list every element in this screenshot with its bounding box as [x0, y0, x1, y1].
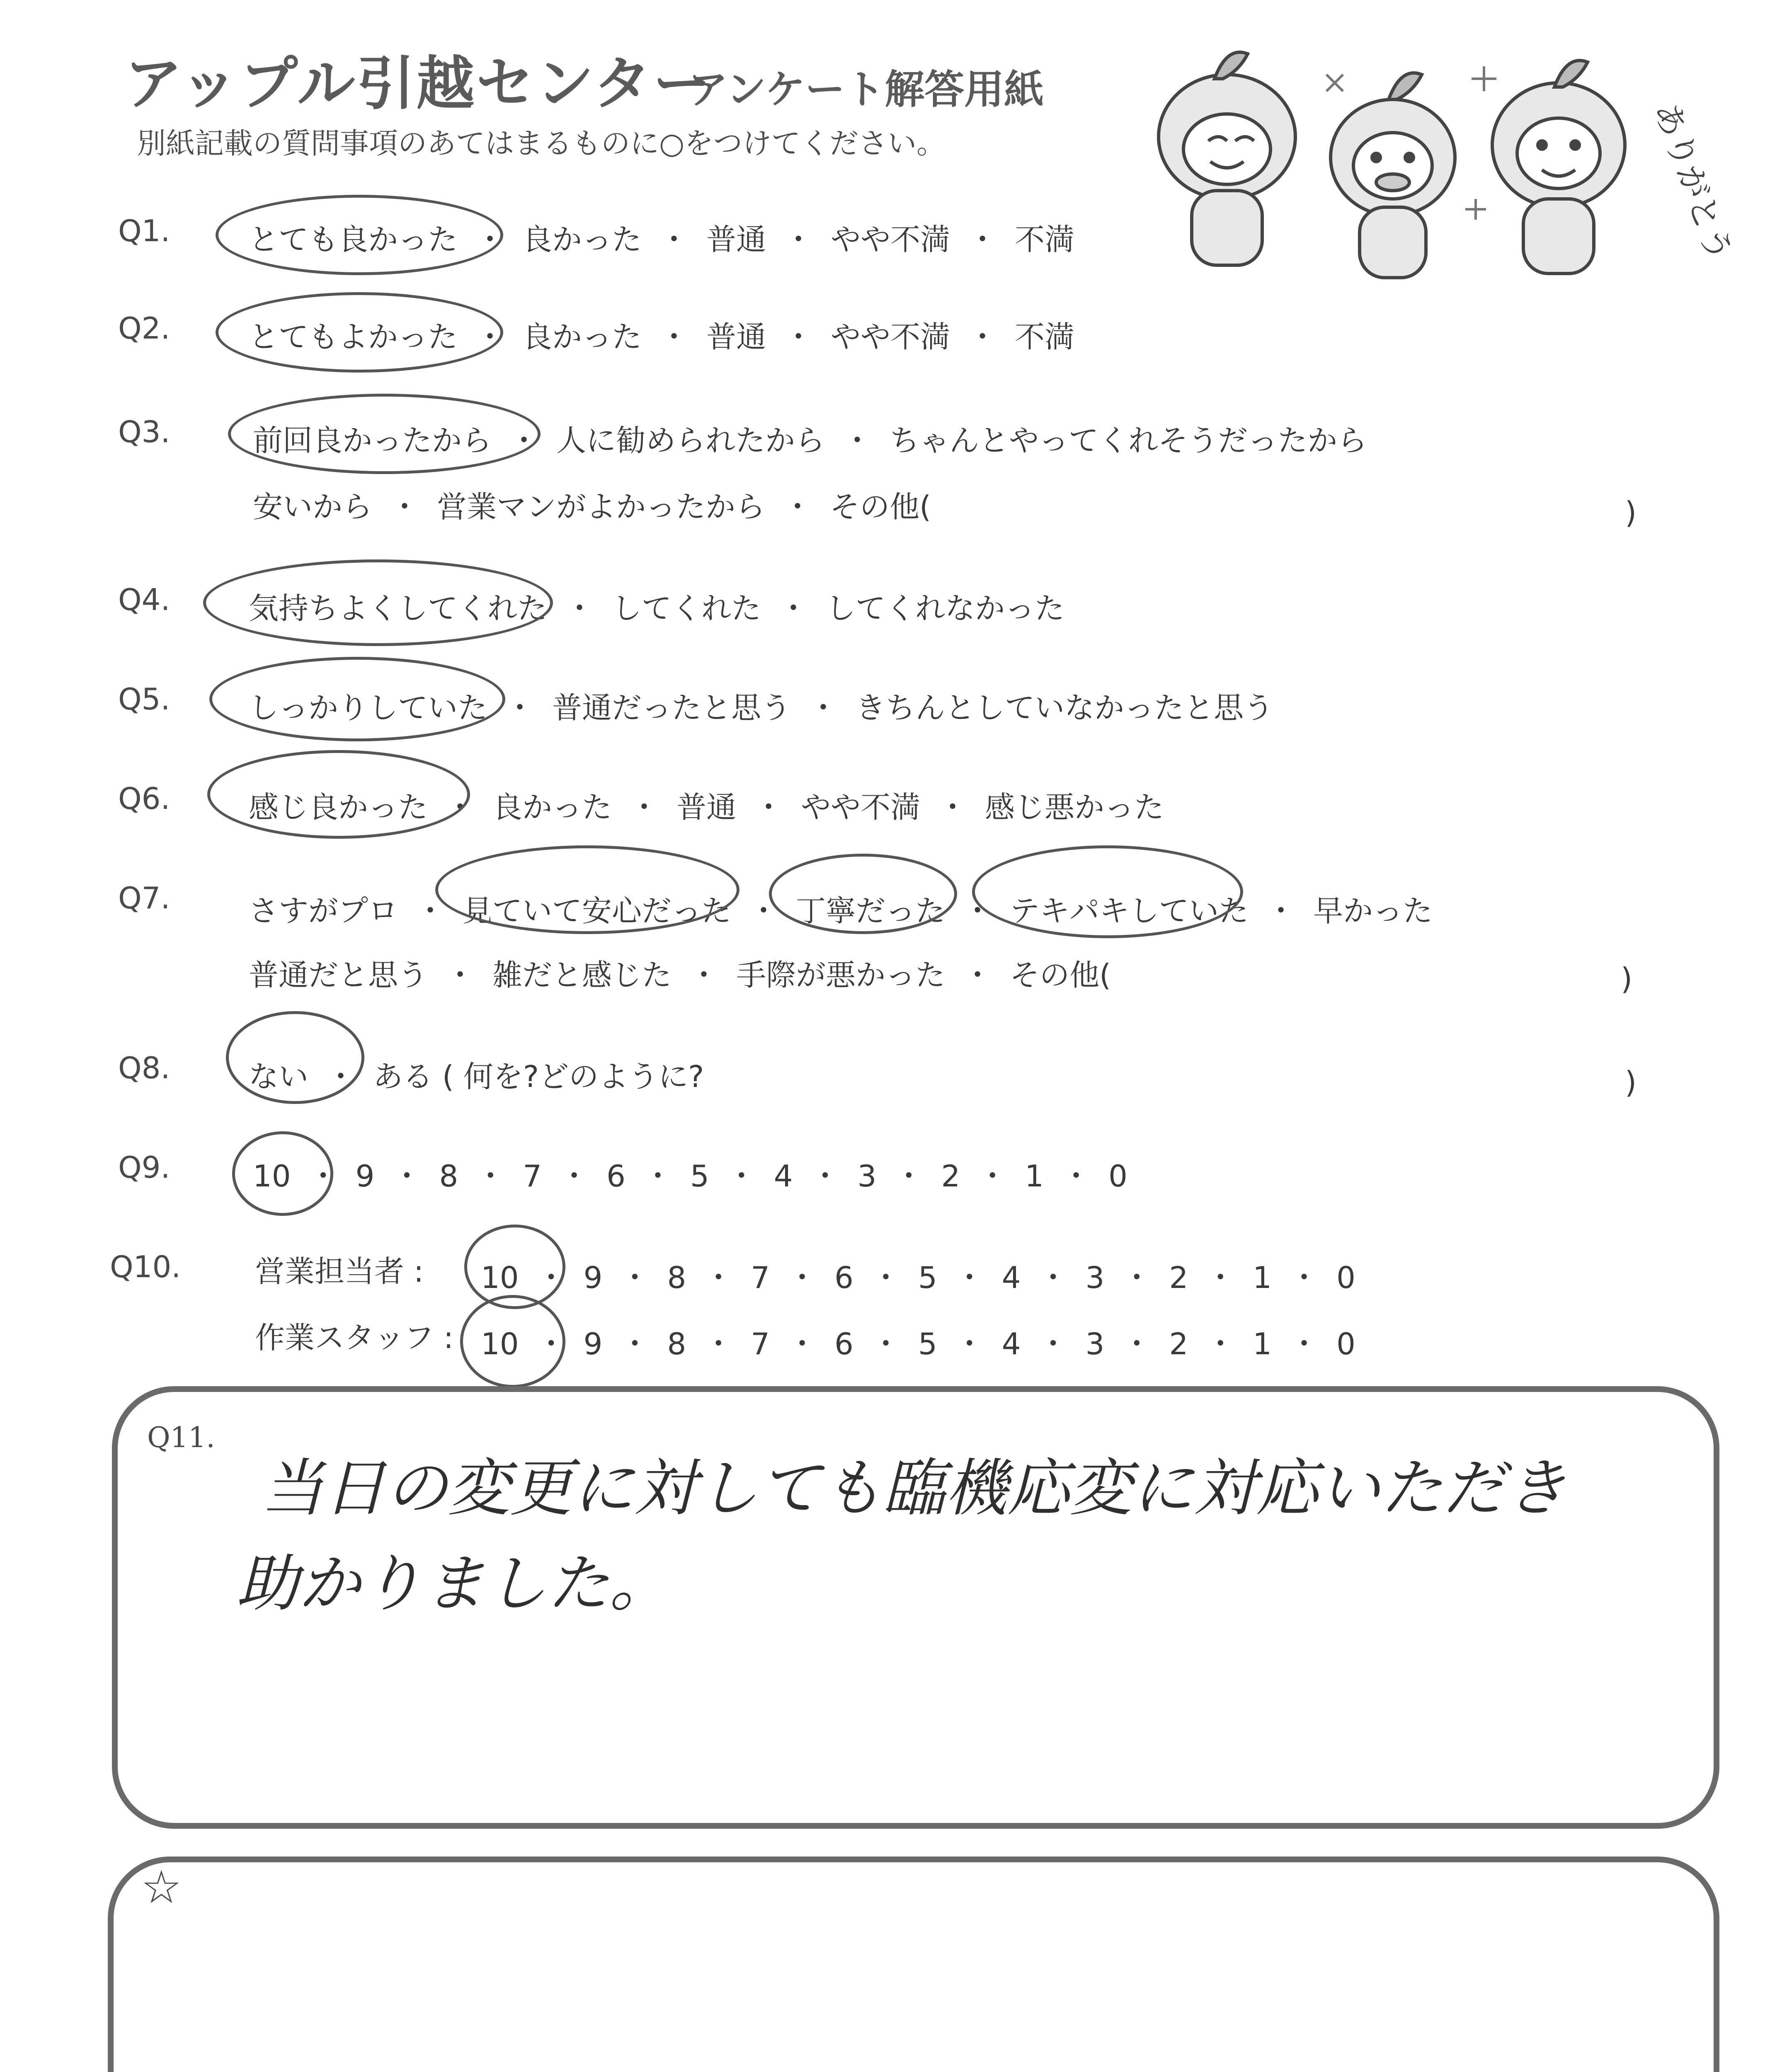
- q5-options: しっかりしていた ・ 普通だったと思う ・ きちんとしていなかったと思う: [249, 684, 1273, 727]
- q10-staff-score-8[interactable]: 8: [667, 1326, 686, 1361]
- q9-score-1[interactable]: 1: [1025, 1159, 1044, 1193]
- q11-answer-line1: 当日の変更に対しても臨機応変に対応いただき: [261, 1452, 1567, 1525]
- q9-score-9[interactable]: 9: [355, 1159, 375, 1193]
- q8-option-1[interactable]: ない: [249, 1059, 309, 1094]
- q7-label: Q7.: [118, 881, 170, 915]
- q6-option-2[interactable]: 良かった: [492, 790, 612, 825]
- q10-sales-score-8[interactable]: 8: [667, 1260, 686, 1295]
- q7-option-7[interactable]: 雑だと感じた: [492, 958, 672, 992]
- q9-score-4[interactable]: 4: [773, 1159, 793, 1193]
- q11-answer-line2: 助かりました。: [236, 1548, 672, 1620]
- q9-score-2[interactable]: 2: [941, 1159, 960, 1193]
- q4-option-1[interactable]: 気持ちよくしてくれた: [249, 591, 548, 626]
- q10-staff-score-5[interactable]: 5: [918, 1326, 937, 1361]
- q7-option-8[interactable]: 手際が悪かった: [736, 958, 946, 992]
- q2-label: Q2.: [118, 311, 170, 346]
- q3-option-other[interactable]: その他(: [830, 489, 931, 524]
- q3-options-line1: 前回良かったから ・ 人に勧められたから ・ ちゃんとやってくれそうだったから: [253, 416, 1367, 460]
- q4-option-3[interactable]: してくれなかった: [826, 591, 1065, 626]
- q4-label: Q4.: [118, 582, 170, 617]
- q5-option-1[interactable]: しっかりしていた: [249, 690, 488, 725]
- q7-options-line1: さすがプロ ・ 見ていて安心だった ・ 丁寧だった ・ テキパキしていた ・ 早かった: [249, 887, 1433, 930]
- q10-sales-score-6[interactable]: 6: [834, 1260, 853, 1295]
- q9-score-10[interactable]: 10: [253, 1159, 291, 1193]
- q10-staff-score-0[interactable]: 0: [1336, 1326, 1355, 1361]
- instruction-text: 別紙記載の質問事項のあてはまるものに○をつけてください。: [137, 126, 946, 160]
- star-icon: ☆: [141, 1861, 182, 1914]
- q1-option-1[interactable]: とても良かった: [249, 222, 458, 257]
- q9-score-5[interactable]: 5: [690, 1159, 709, 1193]
- q6-option-5[interactable]: 感じ悪かった: [985, 790, 1164, 825]
- q5-option-2[interactable]: 普通だったと思う: [552, 690, 791, 725]
- q6-label: Q6.: [118, 781, 170, 816]
- q11-label: Q11.: [147, 1421, 215, 1454]
- q6-options: 感じ良かった ・ 良かった ・ 普通 ・ やや不満 ・ 感じ悪かった: [249, 783, 1164, 826]
- q5-option-3[interactable]: きちんとしていなかったと思う: [856, 690, 1274, 725]
- q10-sales-score-4[interactable]: 4: [1001, 1260, 1021, 1295]
- q1-option-4[interactable]: やや不満: [831, 222, 950, 257]
- q6-option-1[interactable]: 感じ良かった: [249, 790, 428, 825]
- q3-option-5[interactable]: 営業マンがよかったから: [437, 489, 766, 524]
- q2-options: とてもよかった ・ 良かった ・ 普通 ・ やや不満 ・ 不満: [249, 313, 1074, 356]
- q9-score-7[interactable]: 7: [523, 1159, 542, 1193]
- q4-option-2[interactable]: してくれた: [612, 591, 761, 626]
- q10-sales-score-5[interactable]: 5: [918, 1260, 937, 1295]
- q7-close-paren: ): [1621, 961, 1633, 996]
- form-subtitle: アンケート解答用紙: [688, 66, 1044, 113]
- q1-label: Q1.: [118, 213, 170, 248]
- q10-staff-label: 作業スタッフ :: [255, 1320, 454, 1355]
- q10-sales-score-0[interactable]: 0: [1336, 1260, 1355, 1295]
- q3-options-line2: 安いから ・ 営業マンがよかったから ・ その他(: [253, 483, 931, 526]
- q10-staff-score-1[interactable]: 1: [1253, 1326, 1272, 1361]
- q10-staff-score-3[interactable]: 3: [1085, 1326, 1105, 1361]
- q10-staff-scale: 10 ・ 9 ・ 8 ・ 7 ・ 6 ・ 5 ・ 4 ・ 3 ・ 2 ・ 1 ・ 0: [481, 1326, 1355, 1361]
- mascot-caption: ありがとう: [1646, 97, 1740, 266]
- q4-options: 気持ちよくしてくれた ・ してくれた ・ してくれなかった: [249, 584, 1064, 627]
- q10-sales-score-1[interactable]: 1: [1253, 1260, 1272, 1295]
- q2-option-3[interactable]: 普通: [706, 320, 766, 354]
- q8-label: Q8.: [118, 1051, 170, 1085]
- q10-sales-score-10[interactable]: 10: [481, 1260, 519, 1295]
- q6-option-4[interactable]: やや不満: [801, 790, 921, 825]
- q3-label: Q3.: [118, 414, 170, 449]
- q8-option-2[interactable]: ある ( 何を?どのように?: [373, 1059, 704, 1094]
- q9-score-0[interactable]: 0: [1108, 1159, 1127, 1193]
- q10-staff-score-10[interactable]: 10: [481, 1326, 519, 1361]
- q6-option-3[interactable]: 普通: [676, 790, 737, 825]
- q7-option-4[interactable]: テキパキしていた: [1010, 893, 1249, 928]
- q7-option-5[interactable]: 早かった: [1313, 893, 1433, 928]
- q7-option-3[interactable]: 丁寧だった: [796, 893, 946, 928]
- q9-score-3[interactable]: 3: [857, 1159, 877, 1193]
- q2-option-2[interactable]: 良かった: [522, 320, 642, 354]
- q2-option-4[interactable]: やや不満: [831, 320, 950, 354]
- q2-option-5[interactable]: 不満: [1015, 320, 1075, 354]
- q10-sales-score-9[interactable]: 9: [583, 1260, 603, 1295]
- q3-option-1[interactable]: 前回良かったから: [253, 423, 492, 458]
- q9-label: Q9.: [118, 1150, 170, 1185]
- q3-close-paren: ): [1625, 495, 1637, 530]
- q10-sales-score-2[interactable]: 2: [1169, 1260, 1188, 1295]
- q8-close-paren: ): [1625, 1065, 1637, 1100]
- q1-option-5[interactable]: 不満: [1015, 222, 1075, 257]
- q9-score-8[interactable]: 8: [439, 1159, 458, 1193]
- q10-staff-score-6[interactable]: 6: [834, 1326, 853, 1361]
- q3-option-2[interactable]: 人に勧められたから: [556, 423, 825, 458]
- q10-staff-score-7[interactable]: 7: [751, 1326, 770, 1361]
- q10-staff-score-4[interactable]: 4: [1001, 1326, 1021, 1361]
- q7-options-line2: 普通だと思う ・ 雑だと感じた ・ 手際が悪かった ・ その他(: [249, 951, 1111, 994]
- mascot-illustration: [1119, 25, 1740, 290]
- q3-option-4[interactable]: 安いから: [253, 489, 373, 524]
- q1-option-3[interactable]: 普通: [706, 222, 766, 257]
- q9-score-6[interactable]: 6: [606, 1159, 626, 1193]
- q10-sales-score-3[interactable]: 3: [1085, 1260, 1105, 1295]
- q10-staff-score-2[interactable]: 2: [1169, 1326, 1188, 1361]
- q9-scale: 10 ・ 9 ・ 8 ・ 7 ・ 6 ・ 5 ・ 4 ・ 3 ・ 2 ・ 1 ・ 0: [253, 1159, 1127, 1193]
- q7-option-1[interactable]: さすがプロ: [249, 893, 398, 928]
- q1-options: とても良かった ・ 良かった ・ 普通 ・ やや不満 ・ 不満: [249, 215, 1074, 259]
- q2-option-1[interactable]: とてもよかった: [249, 320, 458, 354]
- q10-sales-label: 営業担当者 :: [255, 1254, 424, 1289]
- q7-option-6[interactable]: 普通だと思う: [249, 958, 428, 992]
- form-title: アップル引越センター: [124, 50, 713, 118]
- q10-label: Q10.: [110, 1249, 181, 1284]
- q10-sales-scale: 10 ・ 9 ・ 8 ・ 7 ・ 6 ・ 5 ・ 4 ・ 3 ・ 2 ・ 1 ・ 0: [481, 1260, 1355, 1295]
- q7-option-2[interactable]: 見ていて安心だった: [463, 893, 732, 928]
- q5-label: Q5.: [118, 682, 170, 716]
- star-comment-box[interactable]: [108, 1857, 1719, 2072]
- q10-staff-score-9[interactable]: 9: [583, 1326, 603, 1361]
- q1-option-2[interactable]: 良かった: [522, 222, 642, 257]
- q3-option-3[interactable]: ちゃんとやってくれそうだったから: [890, 423, 1367, 458]
- q8-options: ない ・ ある ( 何を?どのように?: [249, 1053, 704, 1096]
- q7-option-other[interactable]: その他(: [1010, 958, 1111, 992]
- q10-sales-score-7[interactable]: 7: [751, 1260, 770, 1295]
